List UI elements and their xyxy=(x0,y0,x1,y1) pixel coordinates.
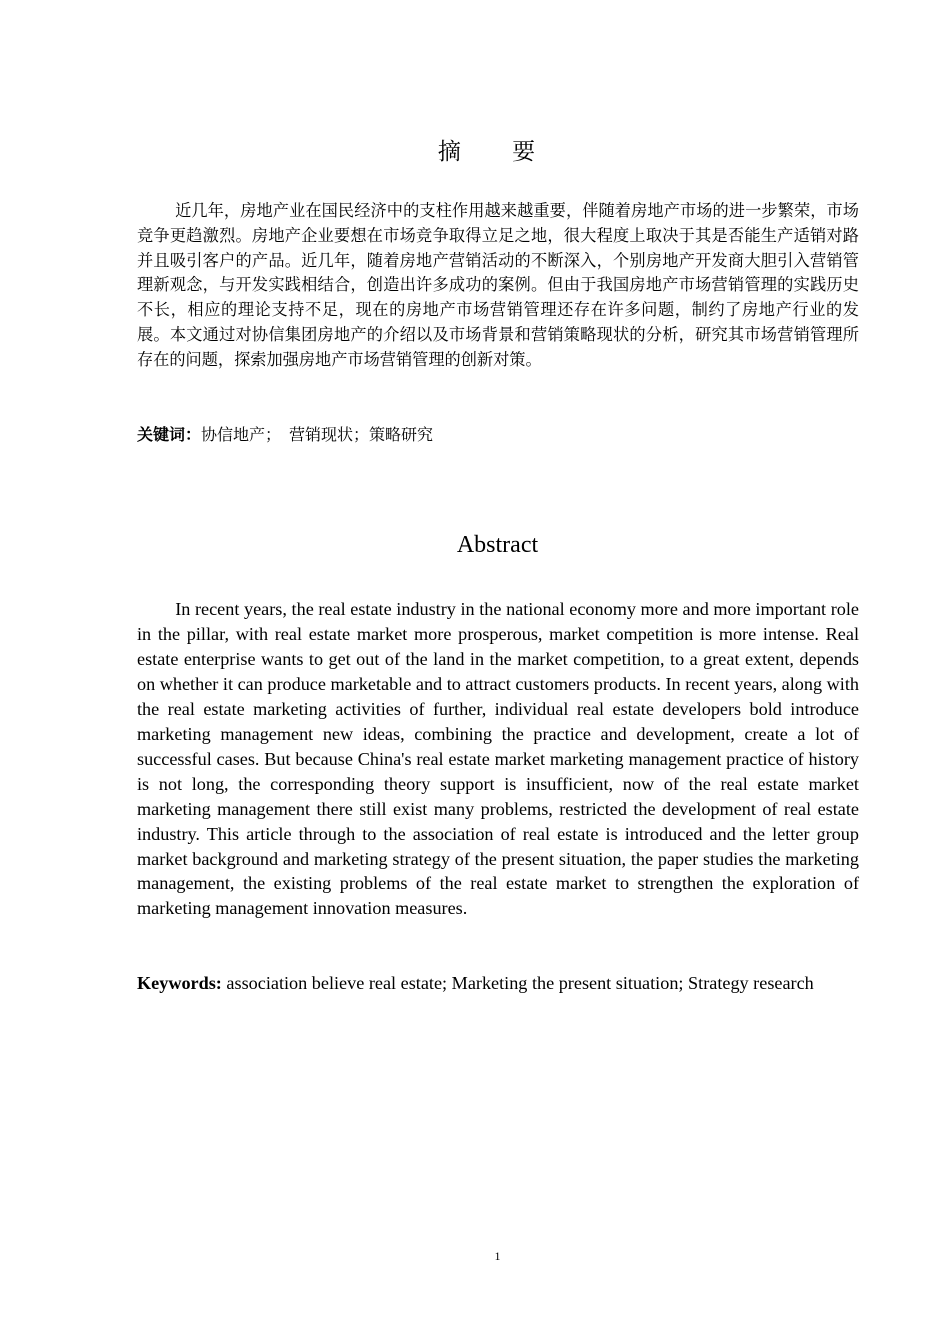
english-abstract-body: In recent years, the real estate industry in the national economy more and more important role in the pillar, with real estate market more prosperous, market competition is more intense. Real estate enterprise wants to get out of the land in the market competition, to a great extent, depends on whether it can produce marketable and to attract customers products. In recent years, along with the real estate marketing activities of further, individual real estate developers bold introduce marketing management new ideas, combining the practice and development, create a lot of successful cases. But because China's real estate market marketing management practice of history is not long, the corresponding theory support is insufficient, now of the real estate market marketing management there still exist many problems, restricted the development of real estate industry. This article through to the association of real estate is introduced and the letter group market background and marketing strategy of the present situation, the paper studies the marketing management, the existing problems of the real estate market to strengthen the exploration of marketing management innovation measures. xyxy=(137,599,859,919)
page-number: 1 xyxy=(494,1249,501,1263)
chinese-abstract-title: 摘 要 xyxy=(437,139,558,165)
english-abstract-title: Abstract xyxy=(456,532,539,558)
chinese-keywords-label: 关键词： xyxy=(137,425,202,444)
english-keywords-label: Keywords: xyxy=(137,973,222,993)
chinese-keywords-text: 协信地产； 营销现状；策略研究 xyxy=(201,425,434,444)
chinese-keywords xyxy=(137,423,859,447)
english-keywords xyxy=(137,971,897,996)
english-keywords-text: association believe real estate; Marketing the present situation; Strategy research xyxy=(226,973,814,993)
chinese-abstract-body: 近几年，房地产业在国民经济中的支柱作用越来越重要，伴随着房地产市场的进一步繁荣，市场竞争更趋激烈。房地产企业要想在市场竞争取得立足之地，很大程度上取决于其是否能生产适销对路并且吸引客户的产品。近几年，随着房地产营销活动的不断深入，个别房地产开发商大胆引入营销管理新观念，与开发实践相结合，创造出许多成功的案例。但由于我国房地产市场营销管理的实践历史不长，相应的理论支持不足，现在的房地产市场营销管理还存在许多问题，制约了房地产行业的发展。本文通过对协信集团房地产的介绍以及市场背景和营销策略现状的分析，研究其市场营销管理所存在的问题，探索加强房地产市场营销管理的创新对策。 xyxy=(137,201,859,369)
